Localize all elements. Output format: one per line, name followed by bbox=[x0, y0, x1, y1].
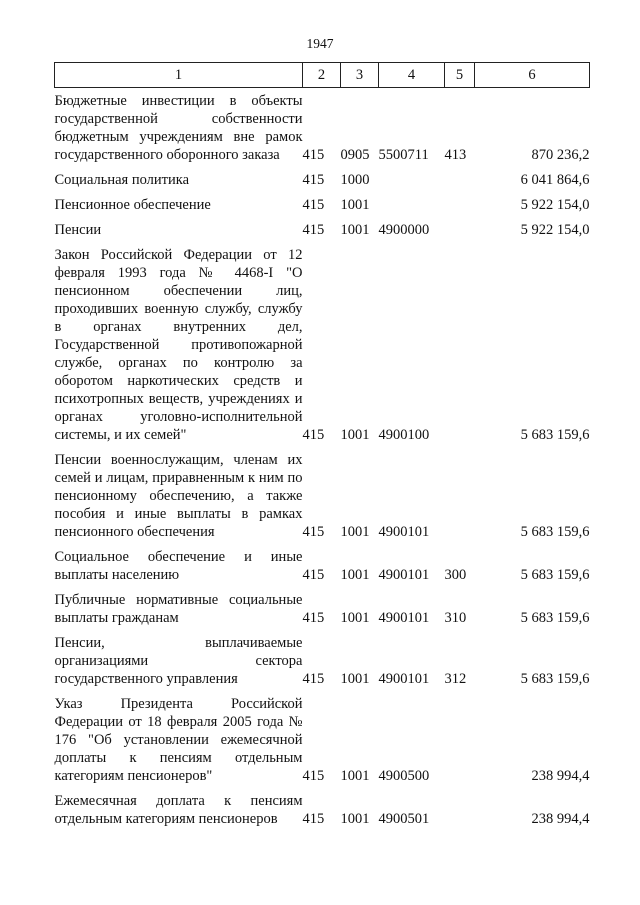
row-name: Социальное обеспечение и иные выплаты населению bbox=[54, 549, 303, 583]
section-code: 1001 bbox=[340, 197, 370, 213]
section-code: 1001 bbox=[340, 671, 370, 687]
row-name: Пенсионное обеспечение bbox=[54, 197, 211, 213]
amount: 5 683 159,6 bbox=[520, 610, 590, 626]
amount: 5 683 159,6 bbox=[520, 567, 590, 583]
section-code: 1001 bbox=[340, 768, 370, 784]
table-row bbox=[55, 785, 590, 828]
expense-type-code bbox=[445, 239, 475, 444]
ministry-code: 415 bbox=[302, 567, 325, 583]
ministry-code: 415 bbox=[302, 671, 325, 687]
row-name: Закон Российской Федерации от 12 февраля 1993 года № 4468-I "О пенсионном обеспечении лиц, проходивших военную службу, службу в органах внутренних дел, Государственной противопожарной службе, органах по контролю за оборотом наркотических средств и психотропных веществ, учреждениях и органах уголовно-исполнительной системы, и их семей" bbox=[54, 247, 303, 443]
ministry-code: 415 bbox=[302, 172, 325, 188]
table-row bbox=[55, 541, 590, 584]
table-row bbox=[55, 584, 590, 627]
table-row bbox=[55, 444, 590, 541]
ministry-code: 415 bbox=[302, 768, 325, 784]
amount: 5 683 159,6 bbox=[520, 524, 590, 540]
row-name: Пенсии, выплачиваемые организациями сектора государственного управления bbox=[54, 635, 303, 687]
ministry-code: 415 bbox=[302, 524, 325, 540]
article-code: 4900501 bbox=[378, 811, 430, 827]
table-row bbox=[55, 627, 590, 688]
expense-type-code bbox=[445, 785, 475, 828]
article-code bbox=[379, 164, 445, 189]
section-code: 1001 bbox=[340, 524, 370, 540]
ministry-code: 415 bbox=[302, 222, 325, 238]
table-row bbox=[55, 189, 590, 214]
section-code: 0905 bbox=[340, 147, 370, 163]
column-header-6: 6 bbox=[475, 63, 590, 88]
row-name: Пенсии bbox=[54, 222, 102, 238]
table-header-row bbox=[55, 63, 590, 88]
amount: 238 994,4 bbox=[531, 768, 590, 784]
article-code: 4900101 bbox=[378, 671, 430, 687]
section-code: 1000 bbox=[340, 172, 370, 188]
table-row bbox=[55, 688, 590, 785]
expense-type-code: 300 bbox=[444, 567, 467, 583]
budget-table bbox=[54, 62, 590, 828]
column-header-5: 5 bbox=[445, 63, 475, 88]
expense-type-code bbox=[445, 189, 475, 214]
ministry-code: 415 bbox=[302, 610, 325, 626]
section-code: 1001 bbox=[340, 222, 370, 238]
expense-type-code bbox=[445, 164, 475, 189]
article-code: 4900000 bbox=[378, 222, 430, 238]
ministry-code: 415 bbox=[302, 427, 325, 443]
table-row bbox=[55, 88, 590, 165]
ministry-code: 415 bbox=[302, 197, 325, 213]
amount: 5 922 154,0 bbox=[520, 197, 590, 213]
page-number: 1947 bbox=[306, 36, 334, 51]
amount: 5 683 159,6 bbox=[520, 427, 590, 443]
section-code: 1001 bbox=[340, 567, 370, 583]
row-name: Бюджетные инвестиции в объекты государственной собственности бюджетным учреждениям вне рамок государственного оборонного заказа bbox=[54, 93, 303, 163]
table-row bbox=[55, 214, 590, 239]
expense-type-code: 413 bbox=[444, 147, 467, 163]
amount: 870 236,2 bbox=[531, 147, 590, 163]
ministry-code: 415 bbox=[302, 811, 325, 827]
expense-type-code bbox=[445, 444, 475, 541]
column-header-2: 2 bbox=[303, 63, 341, 88]
column-header-1: 1 bbox=[55, 63, 303, 88]
expense-type-code: 312 bbox=[444, 671, 467, 687]
article-code: 4900100 bbox=[378, 427, 430, 443]
row-name: Социальная политика bbox=[54, 172, 190, 188]
column-header-3: 3 bbox=[341, 63, 379, 88]
article-code: 4900101 bbox=[378, 610, 430, 626]
expense-type-code bbox=[445, 688, 475, 785]
table-row bbox=[55, 164, 590, 189]
table-row bbox=[55, 239, 590, 444]
amount: 5 683 159,6 bbox=[520, 671, 590, 687]
section-code: 1001 bbox=[340, 610, 370, 626]
article-code bbox=[379, 189, 445, 214]
amount: 238 994,4 bbox=[531, 811, 590, 827]
article-code: 4900101 bbox=[378, 567, 430, 583]
article-code: 5500711 bbox=[378, 147, 429, 163]
amount: 6 041 864,6 bbox=[520, 172, 590, 188]
article-code: 4900101 bbox=[378, 524, 430, 540]
row-name: Пенсии военнослужащим, членам их семей и лицам, приравненным к ним по пенсионному обеспечению, а также пособия и иные выплаты в рамках пенсионного обеспечения bbox=[54, 452, 303, 540]
column-header-4: 4 bbox=[379, 63, 445, 88]
expense-type-code: 310 bbox=[444, 610, 467, 626]
row-name: Ежемесячная доплата к пенсиям отдельным категориям пенсионеров bbox=[54, 793, 303, 827]
expense-type-code bbox=[445, 214, 475, 239]
section-code: 1001 bbox=[340, 811, 370, 827]
row-name: Публичные нормативные социальные выплаты гражданам bbox=[54, 592, 303, 626]
row-name: Указ Президента Российской Федерации от 18 февраля 2005 года № 176 "Об установлении ежемесячной доплаты к пенсиям отдельным категориям пенсионеров" bbox=[54, 696, 303, 784]
section-code: 1001 bbox=[340, 427, 370, 443]
article-code: 4900500 bbox=[378, 768, 430, 784]
amount: 5 922 154,0 bbox=[520, 222, 590, 238]
ministry-code: 415 bbox=[302, 147, 325, 163]
